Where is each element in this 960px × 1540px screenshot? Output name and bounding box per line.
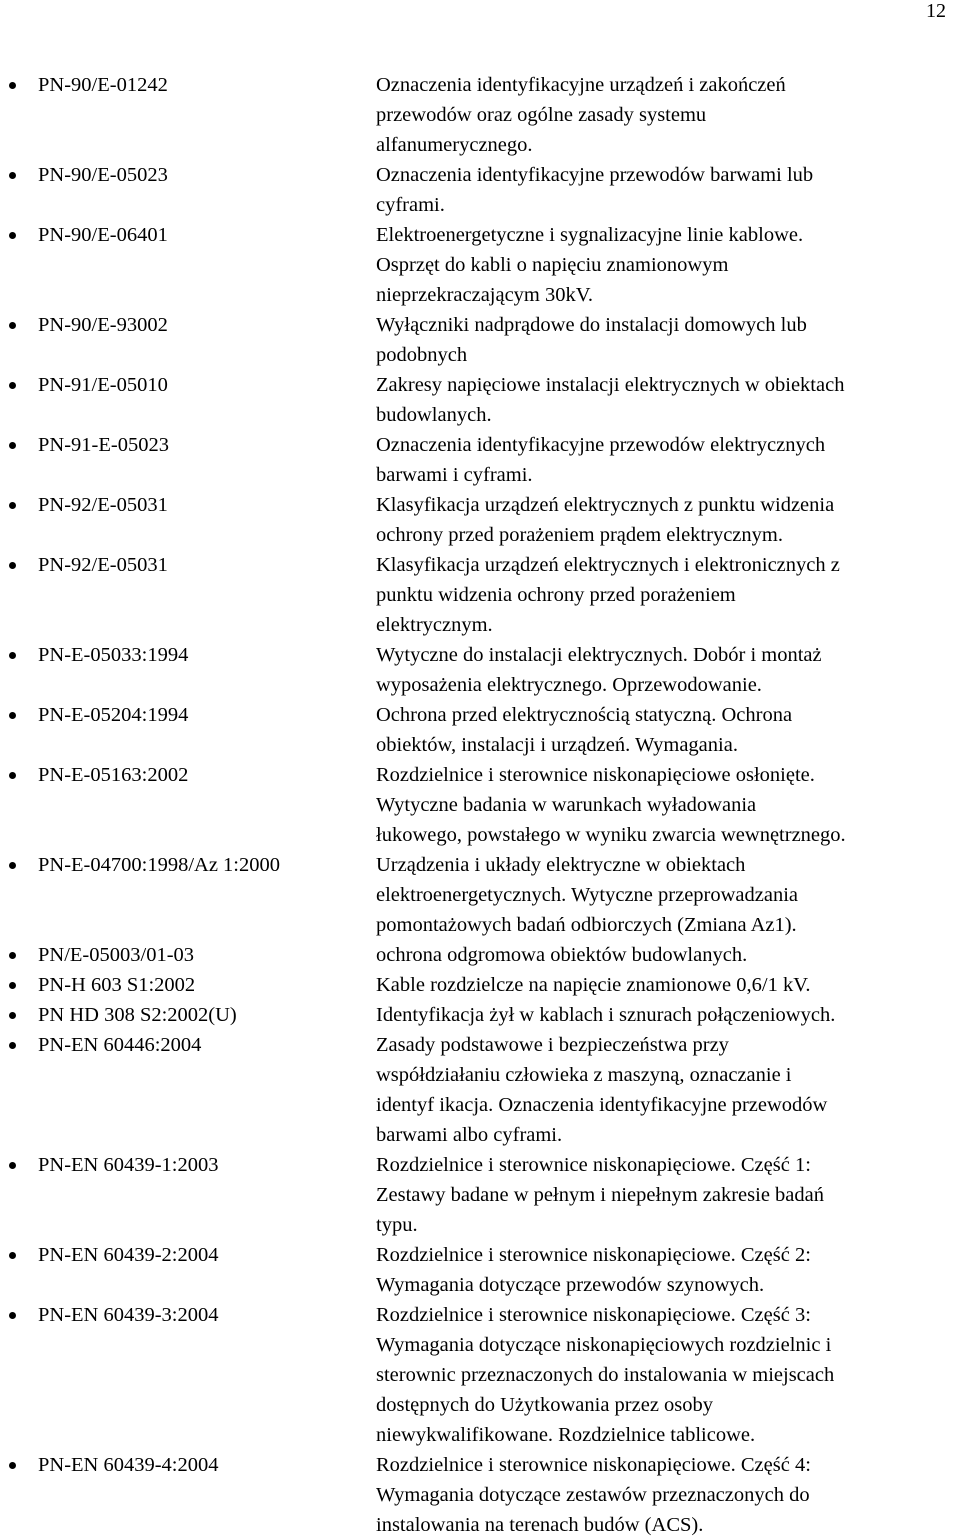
description-line: dostępnych do Użytkowania przez osoby bbox=[376, 1394, 714, 1416]
description-line: alfanumerycznego. bbox=[376, 134, 533, 156]
description-line: punktu widzenia ochrony przed porażeniem bbox=[376, 584, 736, 606]
bullet-icon bbox=[9, 1162, 16, 1169]
standard-item bbox=[0, 940, 960, 970]
description-line: Rozdzielnice i sterownice niskonapięciowe. Część 4: bbox=[376, 1454, 811, 1476]
standard-code: PN HD 308 S2:2002(U) bbox=[38, 1004, 237, 1026]
description-line: ochrony przed porażeniem prądem elektrycznym. bbox=[376, 524, 783, 546]
description-line: barwami albo cyframi. bbox=[376, 1124, 563, 1146]
description-line: Oznaczenia identyfikacyjne przewodów barwami lub bbox=[376, 164, 814, 186]
description-line: pomontażowych badań odbiorczych (Zmiana Az1). bbox=[376, 914, 797, 936]
description-line: Wytyczne do instalacji elektrycznych. Dobór i montaż bbox=[376, 644, 822, 666]
description-line: Wymagania dotyczące zestawów przeznaczonych do bbox=[376, 1484, 810, 1506]
standard-code: PN-90/E-06401 bbox=[38, 224, 168, 246]
bullet-icon bbox=[9, 502, 16, 509]
description-line: niewykwalifikowane. Rozdzielnice tablicowe. bbox=[376, 1424, 756, 1446]
description-line: współdziałaniu człowieka z maszyną, oznaczanie i bbox=[376, 1064, 792, 1086]
description-line: Klasyfikacja urządzeń elektrycznych z punktu widzenia bbox=[376, 494, 835, 516]
standard-code: PN-E-05163:2002 bbox=[38, 764, 189, 786]
description-line: łukowego, powstałego w wyniku zwarcia wewnętrznego. bbox=[376, 824, 846, 846]
standard-code: PN-92/E-05031 bbox=[38, 494, 168, 516]
standard-item bbox=[0, 700, 960, 760]
bullet-icon bbox=[9, 1252, 16, 1259]
standard-description bbox=[376, 760, 960, 850]
bullet-icon bbox=[9, 1462, 16, 1469]
description-line: Oznaczenia identyfikacyjne urządzeń i zakończeń bbox=[376, 74, 786, 96]
description-line: elektrycznym. bbox=[376, 614, 493, 636]
standard-description bbox=[376, 940, 960, 970]
standard-item bbox=[0, 1240, 960, 1300]
description-line: cyframi. bbox=[376, 194, 445, 216]
description-line: Oznaczenia identyfikacyjne przewodów elektrycznych bbox=[376, 434, 826, 456]
bullet-icon bbox=[9, 82, 16, 89]
standard-code: PN-EN 60439-1:2003 bbox=[38, 1154, 219, 1176]
description-line: Elektroenergetyczne i sygnalizacyjne linie kablowe. bbox=[376, 224, 804, 246]
bullet-icon bbox=[9, 652, 16, 659]
standard-item bbox=[0, 220, 960, 310]
description-line: Wyłączniki nadprądowe do instalacji domowych lub bbox=[376, 314, 807, 336]
description-line: Rozdzielnice i sterownice niskonapięciowe. Część 3: bbox=[376, 1304, 811, 1326]
standard-item bbox=[0, 70, 960, 160]
standard-item bbox=[0, 640, 960, 700]
description-line: Zasady podstawowe i bezpieczeństwa przy bbox=[376, 1034, 729, 1056]
bullet-icon bbox=[9, 172, 16, 179]
standard-description bbox=[376, 160, 960, 220]
standard-item bbox=[0, 370, 960, 430]
bullet-icon bbox=[9, 1042, 16, 1049]
description-line: identyf ikacja. Oznaczenia identyfikacyjne przewodów bbox=[376, 1094, 828, 1116]
description-line: Osprzęt do kabli o napięciu znamionowym bbox=[376, 254, 729, 276]
description-line: Ochrona przed elektrycznością statyczną. Ochrona bbox=[376, 704, 793, 726]
description-line: przewodów oraz ogólne zasady systemu bbox=[376, 104, 707, 126]
standard-code: PN-EN 60439-4:2004 bbox=[38, 1454, 219, 1476]
standard-code: PN-92/E-05031 bbox=[38, 554, 168, 576]
standard-description bbox=[376, 1300, 960, 1450]
standard-code: PN-E-04700:1998/Az 1:2000 bbox=[38, 854, 280, 876]
bullet-icon bbox=[9, 862, 16, 869]
standard-code: PN-EN 60446:2004 bbox=[38, 1034, 202, 1056]
standard-item bbox=[0, 310, 960, 370]
standard-description bbox=[376, 1000, 960, 1030]
standard-item bbox=[0, 1000, 960, 1030]
standard-item bbox=[0, 160, 960, 220]
standard-description bbox=[376, 850, 960, 940]
standard-description bbox=[376, 700, 960, 760]
standard-description bbox=[376, 370, 960, 430]
bullet-icon bbox=[9, 232, 16, 239]
standard-item bbox=[0, 970, 960, 1000]
standard-code: PN-E-05033:1994 bbox=[38, 644, 189, 666]
standard-item bbox=[0, 550, 960, 640]
description-line: Wytyczne badania w warunkach wyładowania bbox=[376, 794, 757, 816]
standard-item bbox=[0, 490, 960, 550]
description-line: Kable rozdzielcze na napięcie znamionowe 0,6/1 kV. bbox=[376, 974, 811, 996]
standard-item bbox=[0, 1030, 960, 1150]
description-line: sterownic przeznaczonych do instalowania w miejscach bbox=[376, 1364, 835, 1386]
standard-item bbox=[0, 1300, 960, 1450]
description-line: wyposażenia elektrycznego. Oprzewodowanie. bbox=[376, 674, 762, 696]
standard-description bbox=[376, 970, 960, 1000]
description-line: Rozdzielnice i sterownice niskonapięciowe osłonięte. bbox=[376, 764, 815, 786]
bullet-icon bbox=[9, 1012, 16, 1019]
standard-code: PN-91/E-05010 bbox=[38, 374, 168, 396]
description-line: Zestawy badane w pełnym i niepełnym zakresie badań bbox=[376, 1184, 824, 1206]
bullet-icon bbox=[9, 322, 16, 329]
description-line: obiektów, instalacji i urządzeń. Wymagania. bbox=[376, 734, 738, 756]
description-line: nieprzekraczającym 30kV. bbox=[376, 284, 594, 306]
page-number: 12 bbox=[926, 0, 946, 22]
description-line: Rozdzielnice i sterownice niskonapięciowe. Część 1: bbox=[376, 1154, 811, 1176]
standard-description bbox=[376, 490, 960, 550]
description-line: elektroenergetycznych. Wytyczne przeprowadzania bbox=[376, 884, 799, 906]
standard-code: PN-EN 60439-2:2004 bbox=[38, 1244, 219, 1266]
standard-description bbox=[376, 1150, 960, 1240]
bullet-icon bbox=[9, 712, 16, 719]
description-line: podobnych bbox=[376, 344, 468, 366]
bullet-icon bbox=[9, 562, 16, 569]
bullet-icon bbox=[9, 952, 16, 959]
description-line: Urządzenia i układy elektryczne w obiektach bbox=[376, 854, 746, 876]
bullet-icon bbox=[9, 982, 16, 989]
bullet-icon bbox=[9, 382, 16, 389]
description-line: ochrona odgromowa obiektów budowlanych. bbox=[376, 944, 748, 966]
description-line: Zakresy napięciowe instalacji elektrycznych w obiektach bbox=[376, 374, 845, 396]
standard-description bbox=[376, 430, 960, 490]
standard-code: PN/E-05003/01-03 bbox=[38, 944, 195, 966]
description-line: Identyfikacja żył w kablach i sznurach połączeniowych. bbox=[376, 1004, 836, 1026]
standard-description bbox=[376, 1240, 960, 1300]
description-line: Klasyfikacja urządzeń elektrycznych i elektronicznych z bbox=[376, 554, 840, 576]
standard-description bbox=[376, 70, 960, 160]
standard-description bbox=[376, 1450, 960, 1540]
standard-code: PN-91-E-05023 bbox=[38, 434, 169, 456]
standard-item bbox=[0, 430, 960, 490]
standard-description bbox=[376, 220, 960, 310]
standard-code: PN-EN 60439-3:2004 bbox=[38, 1304, 219, 1326]
bullet-icon bbox=[9, 1312, 16, 1319]
standards-list bbox=[0, 70, 960, 1540]
standard-item bbox=[0, 1150, 960, 1240]
standard-code: PN-E-05204:1994 bbox=[38, 704, 189, 726]
description-line: Wymagania dotyczące przewodów szynowych. bbox=[376, 1274, 765, 1296]
standard-code: PN-90/E-05023 bbox=[38, 164, 168, 186]
bullet-icon bbox=[9, 772, 16, 779]
description-line: Rozdzielnice i sterownice niskonapięciowe. Część 2: bbox=[376, 1244, 811, 1266]
standard-code: PN-90/E-93002 bbox=[38, 314, 168, 336]
standard-item bbox=[0, 1450, 960, 1540]
description-line: Wymagania dotyczące niskonapięciowych rozdzielnic i bbox=[376, 1334, 832, 1356]
description-line: typu. bbox=[376, 1214, 418, 1236]
standard-code: PN-90/E-01242 bbox=[38, 74, 168, 96]
description-line: budowlanych. bbox=[376, 404, 492, 426]
standard-description bbox=[376, 310, 960, 370]
bullet-icon bbox=[9, 442, 16, 449]
standard-description bbox=[376, 1030, 960, 1150]
standard-code: PN-H 603 S1:2002 bbox=[38, 974, 196, 996]
standard-description bbox=[376, 640, 960, 700]
standard-item bbox=[0, 850, 960, 940]
description-line: instalowania na terenach budów (ACS). bbox=[376, 1514, 704, 1536]
standard-item bbox=[0, 760, 960, 850]
description-line: barwami i cyframi. bbox=[376, 464, 533, 486]
standard-description bbox=[376, 550, 960, 640]
